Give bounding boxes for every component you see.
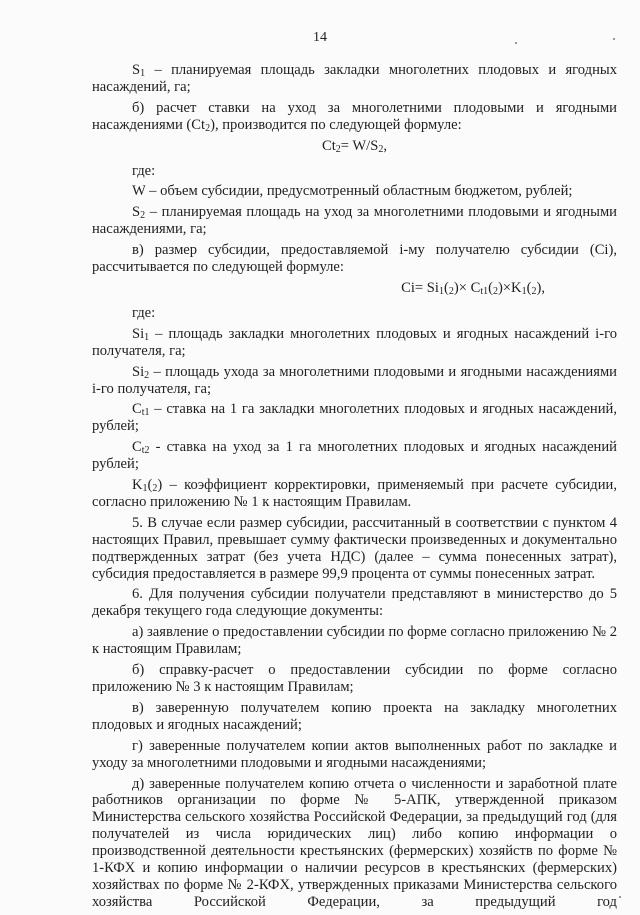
text-run: Si: [132, 363, 145, 380]
text-run: (: [488, 279, 493, 296]
text-run: Ct: [321, 137, 336, 154]
text-run: где:: [132, 304, 156, 321]
page-number: 14: [313, 30, 327, 45]
paragraph: [92, 401, 617, 435]
text-run: г) заверенные получателем копии актов выполненных работ по закладке и уходу за многолетними плодовыми и ягодными насаждениями;: [92, 737, 617, 771]
text-run: ,: [383, 137, 387, 154]
subscript: 2: [378, 143, 384, 155]
subscript: 1: [144, 331, 150, 343]
text-run: д) заверенные получателем копию отчета о численности и заработной плате работников организации по форме № 5-АПК, утвержденной приказом Министерства сельского хозяйства Российской Федерации, за предыдущий год (для получателей из числа юридических лиц) либо копию информации о производственной деятельности крестьянских (фермерских) хозяйств по форме № 1-КФХ и копию информации о наличии ресурсов в крестьянских (фермерских) хозяйствах по форме № 2-КФХ, утвержденных приказами Министерства сельского хозяйства Российской Федерации, за предыдущий год: [92, 775, 617, 910]
scan-speck: [613, 38, 615, 40]
text-run: Ci= Si: [401, 279, 439, 296]
where-label: [92, 305, 617, 322]
paragraph: [92, 662, 617, 696]
paragraph: [92, 242, 617, 276]
paragraph: [92, 738, 617, 772]
text-run: S: [132, 204, 141, 221]
paragraph: [92, 477, 617, 511]
paragraph: [92, 183, 617, 200]
text-run: а) заявление о предоставлении субсидии по форме согласно приложению № 2 к настоящим Правилам;: [92, 624, 617, 658]
text-run: Si: [132, 325, 145, 342]
subscript: 2: [140, 210, 146, 222]
text-run: – площадь закладки многолетних плодовых и ягодных насаждений i-го получателя, га;: [92, 325, 617, 359]
subscript: 2: [205, 122, 211, 134]
text-run: (: [443, 279, 449, 296]
subscript: 1: [140, 68, 146, 79]
text-run: (: [147, 477, 153, 494]
scan-speck: [619, 896, 621, 898]
text-run: в) заверенную получателем копию проекта на закладку многолетних плодовых и ягодных насаждений;: [92, 699, 617, 733]
text-run: б) расчет ставки на уход за многолетними плодовыми и ягодными насаждениями (Ct: [92, 99, 617, 133]
paragraph: [92, 439, 617, 473]
text-run: – ставка на 1 га закладки многолетних плодовых и ягодных насаждений, рублей;: [92, 401, 617, 435]
text-run: ) – коэффициент корректировки, применяемый при расчете субсидии, согласно приложению № 1 к настоящим Правилам.: [92, 477, 617, 510]
document-body: [92, 62, 617, 915]
text-run: S: [132, 62, 141, 78]
text-run: W – объем субсидии, предусмотренный областным бюджетом, рублей;: [132, 183, 573, 200]
where-label: [92, 163, 617, 180]
paragraph: [92, 776, 617, 911]
text-run: где:: [132, 162, 156, 179]
text-run: – площадь ухода за многолетними плодовыми и ягодными насаждениями i-го получателя, га;: [92, 363, 617, 397]
subscript: 2: [335, 143, 341, 155]
subscript: t1: [480, 285, 489, 297]
subscript: 1: [438, 285, 444, 297]
subscript: 1: [521, 285, 527, 297]
formula: [92, 280, 617, 297]
text-run: - ставка на уход за 1 га многолетних плодовых и ягодных насаждений рублей;: [92, 439, 617, 473]
paragraph: [92, 624, 617, 658]
paragraph: [92, 364, 617, 398]
text-run: в) размер субсидии, предоставляемой i-му получателю субсидии (Ci), рассчитывается по следующей формуле:: [92, 242, 617, 276]
paragraph: [92, 515, 617, 583]
text-run: ),: [536, 279, 545, 296]
text-run: K: [132, 477, 143, 494]
subscript: 2: [448, 285, 454, 297]
subscript: t1: [141, 407, 150, 419]
subscript: 2: [492, 285, 498, 297]
text-run: 6. Для получения субсидии получатели представляют в министерство до 5 декабря текущего года следующие документы:: [92, 586, 617, 620]
text-run: ), производится по следующей формуле:: [210, 116, 462, 133]
text-run: – планируемая площадь закладки многолетних плодовых и ягодных насаждений, га;: [92, 62, 617, 95]
subscript: 1: [142, 483, 148, 495]
subscript: 2: [144, 369, 150, 381]
paragraph: [92, 586, 617, 620]
text-run: (: [526, 279, 532, 296]
subscript: t2: [141, 445, 150, 457]
text-run: б) справку-расчет о предоставлении субсидии по форме согласно приложению № 3 к настоящим Правилам;: [92, 662, 617, 695]
text-run: – планируемая площадь на уход за многолетними плодовыми и ягодными насаждениями, га;: [92, 204, 617, 238]
text-run: = W/S: [340, 137, 379, 154]
formula: [92, 138, 617, 155]
subscript: 2: [152, 483, 158, 495]
text-run: C: [132, 401, 142, 418]
text-run: )×K: [497, 279, 522, 296]
text-run: C: [132, 439, 142, 456]
paragraph: [92, 62, 617, 96]
scan-speck: [515, 42, 517, 44]
paragraph: [92, 700, 617, 734]
paragraph: [92, 326, 617, 360]
subscript: 2: [531, 285, 537, 297]
text-run: 5. В случае если размер субсидии, рассчитанный в соответствии с пунктом 4 настоящих Правил, превышает сумму фактически произведенных и документально подтвержденных затрат (без учета НДС) (далее – сумма понесенных затрат), субсидия предоставляется в размере 99,9 процента от суммы понесенных затрат.: [92, 514, 617, 582]
text-run: )× C: [453, 279, 481, 296]
paragraph: [92, 204, 617, 238]
paragraph: [92, 100, 617, 134]
